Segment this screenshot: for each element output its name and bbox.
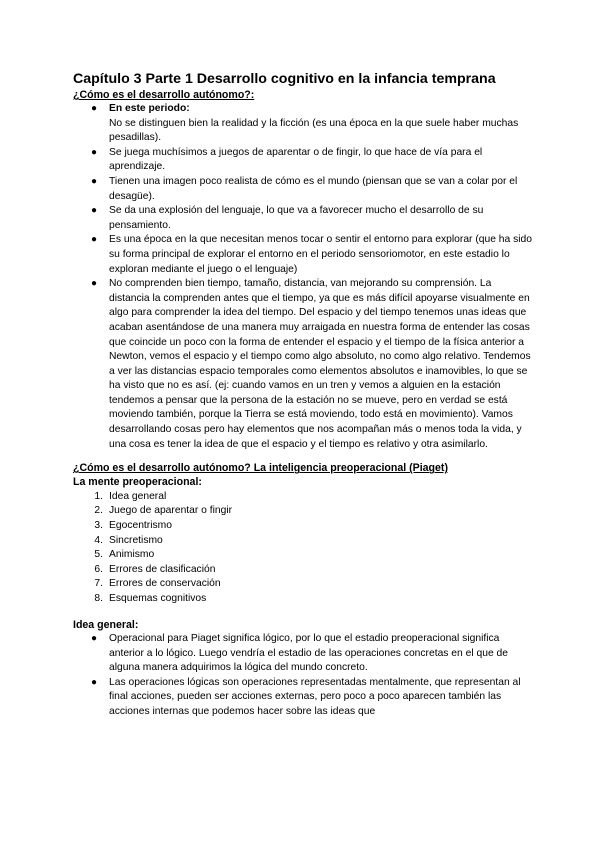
bullet-icon: ● [91,278,98,290]
bullet-icon: ● [91,146,98,158]
list-item [73,577,533,592]
section1-bullet-list [73,102,533,452]
list-item-text: Esquemas cognitivos [109,592,207,604]
list-item [73,146,533,175]
list-item-bold: En este periodo: [109,103,190,114]
section2-numbered-list [73,490,533,607]
list-item [73,548,533,563]
bullet-icon: ● [91,205,98,217]
list-number: 6. [94,563,103,575]
list-item [73,102,533,146]
bullet-icon: ● [91,103,98,114]
page-title: Capítulo 3 Parte 1 Desarrollo cognitivo en la infancia temprana [73,71,496,87]
list-number: 1. [94,490,103,502]
list-item-text: Errores de conservación [109,578,221,590]
list-item [73,534,533,549]
list-item [73,632,533,676]
bullet-icon: ● [91,676,98,688]
list-item [73,563,533,578]
list-item [73,233,533,277]
section2-heading: ¿Cómo es el desarrollo autónomo? La inteligencia preoperacional (Piaget) [73,462,448,475]
list-item-text: Tienen una imagen poco realista de cómo es el mundo (piensan que se van a colar por el desagüe). [109,175,518,202]
list-item-text: Errores de clasificación [109,563,216,575]
list-number: 4. [94,534,103,546]
section1-heading: ¿Cómo es el desarrollo autónomo?: [73,89,255,101]
list-item [73,204,533,233]
list-item [73,592,533,607]
bullet-icon: ● [91,234,98,246]
section2-subheading: La mente preoperacional: [73,476,202,489]
list-item-text: No comprenden bien tiempo, tamaño, distancia, van mejorando su comprensión. La distancia la comprenden antes que el tiempo, ya que es más difícil apoyarse visualmente en algo para comprender la idea del tiempo. Del espacio y del tiempo tenemos unas ideas que acaban asentándose de una manera muy arraigada en nuestra forma de entender las cosas que coincide un poco con la forma de entender el espacio y el tiempo de la física anterior a Newton, vemos el espacio y el tiempo como algo absoluto, no como algo relativo. Tendemos a ver las distancias espacio temporales como elementos absolutos e inamovibles, lo que se ha visto que no es así. (ej: cuando vamos en un tren y vemos a alguien en la estación tendemos a pensar que la persona de la estación no se mueve, pero en verdad se está moviendo también, porque la Tierra se está moviendo, todo está en movimiento). Vamos desarrollando cosas pero hay elementos que nos acompañan más o menos toda la vida, y una cosa es tener la idea de que el espacio y el tiempo es relativo y otra asimilarlo. [109,278,531,450]
document-content [73,70,533,720]
list-item [73,490,533,505]
list-number: 5. [94,549,103,561]
spacer [73,452,533,461]
list-item [73,277,533,452]
list-item-text: Se juega muchísimos a juegos de aparentar o de fingir, lo que hace de vía para el aprendizaje. [109,146,483,173]
list-item-text: Las operaciones lógicas son operaciones representadas mentalmente, que representan al final acciones, pueden ser acciones externas, pero poco a poco aparecen también las acciones internas que podemos hacer sobre las ideas que [109,676,521,717]
list-item [73,504,533,519]
list-item [73,676,533,720]
section3-heading: Idea general: [73,618,139,631]
list-number: 7. [94,578,103,590]
list-item-text: Juego de aparentar o fingir [109,505,233,517]
list-number: 3. [94,519,103,531]
section3-bullet-list [73,632,533,720]
list-item [73,519,533,534]
list-item-text: Egocentrismo [109,519,172,531]
list-item-text: Idea general [109,490,167,502]
list-item-text: Es una época en la que necesitan menos tocar o sentir el entorno para explorar (que ha sido su forma principal de explorar el entorno en el periodo sensoriomotor, en este estadio lo exploran mediante el juego o el lenguaje) [109,234,533,275]
bullet-icon: ● [91,175,98,187]
list-item-text: Sincretismo [109,534,163,546]
list-number: 8. [94,592,103,604]
list-number: 2. [94,505,103,517]
list-item [73,175,533,204]
spacer [73,607,533,618]
list-item-text: No se distinguen bien la realidad y la ficción (es una época en la que suele haber muchas pesadillas). [109,117,519,144]
list-item-text: Se da una explosión del lenguaje, lo que va a favorecer mucho el desarrollo de su pensamiento. [109,205,484,231]
list-item-text: Operacional para Piaget significa lógico, por lo que el estadio preoperacional significa anterior a lo lógico. Luego vendría el estadio de las operaciones concretas en el que de alguna manera adquirimos la lógica del mundo concreto. [109,633,508,674]
bullet-icon: ● [91,633,98,644]
list-item-text: Animismo [109,549,155,561]
